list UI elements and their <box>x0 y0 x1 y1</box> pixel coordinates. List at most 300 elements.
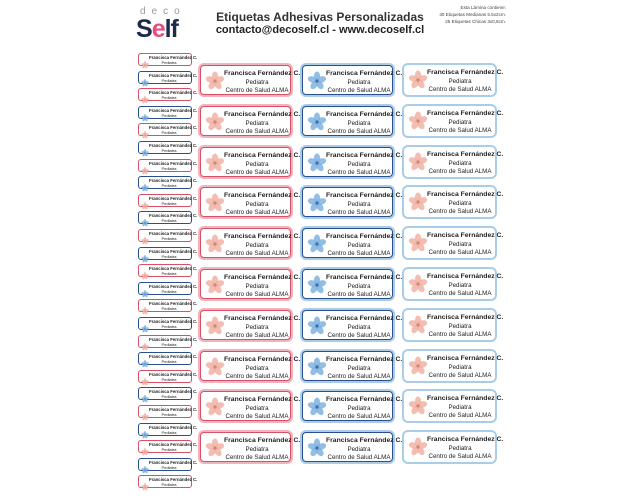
small-label-job: Pediatra <box>161 77 177 83</box>
medium-label-name: Francisca Fernández C. <box>224 396 301 404</box>
small-label-job: Pediatra <box>161 447 177 453</box>
medium-label-body <box>200 310 301 340</box>
medium-label <box>300 185 403 219</box>
flower-icon <box>307 275 327 295</box>
small-label-name: Francisca Fernández C. <box>149 301 198 307</box>
medium-label-body <box>200 228 301 258</box>
small-label <box>138 335 198 348</box>
flower-icon <box>141 149 149 157</box>
medium-label-job: Pediatra <box>245 405 269 413</box>
small-label-name: Francisca Fernández C. <box>149 389 198 395</box>
page-title: Etiquetas Adhesivas Personalizadas <box>216 10 424 24</box>
medium-label-body <box>302 147 403 177</box>
medium-label-body <box>404 147 504 177</box>
flower-icon <box>307 153 327 173</box>
small-label-job: Pediatra <box>161 60 177 65</box>
small-label-job: Pediatra <box>161 288 177 294</box>
medium-label <box>402 185 504 219</box>
small-label <box>138 53 198 66</box>
medium-label-job: Pediatra <box>448 118 472 126</box>
small-label-job: Pediatra <box>161 324 177 329</box>
medium-label-name: Francisca Fernández C. <box>224 355 301 363</box>
flower-icon <box>141 74 149 82</box>
medium-label-place: Centro de Salud ALMA <box>428 167 492 175</box>
flower-icon <box>141 96 149 104</box>
flower-icon <box>408 315 428 335</box>
flower-icon <box>408 233 428 253</box>
flower-icon <box>408 437 428 457</box>
medium-label-name: Francisca Fernández C. <box>326 151 403 159</box>
medium-label-place: Centro de Salud ALMA <box>327 209 391 217</box>
medium-label-body <box>200 65 301 95</box>
small-label-name: Francisca Fernández C. <box>149 354 198 360</box>
medium-label-place: Centro de Salud ALMA <box>428 86 492 93</box>
flower-icon <box>141 426 149 434</box>
medium-label-place: Centro de Salud ALMA <box>225 127 289 135</box>
flower-icon <box>205 438 225 458</box>
flower-icon <box>205 316 225 336</box>
medium-label-place: Centro de Salud ALMA <box>428 371 492 379</box>
flower-icon <box>205 71 225 91</box>
flower-icon <box>408 152 428 172</box>
medium-label-name: Francisca Fernández C. <box>224 151 301 159</box>
small-label <box>138 194 198 207</box>
medium-label-job: Pediatra <box>448 404 472 412</box>
medium-label-place: Centro de Salud ALMA <box>225 454 289 462</box>
flower-icon <box>141 272 149 280</box>
small-label <box>138 211 198 224</box>
small-label-job: Pediatra <box>161 394 177 400</box>
flower-icon <box>307 397 327 417</box>
flower-icon <box>307 112 327 132</box>
small-label-name: Francisca Fernández C. <box>149 319 198 324</box>
sheet-info <box>439 4 506 25</box>
medium-label <box>402 63 504 97</box>
small-label-job: Pediatra <box>161 376 177 382</box>
medium-label <box>300 145 403 179</box>
medium-label-name: Francisca Fernández C. <box>326 192 403 200</box>
flower-icon <box>141 179 149 187</box>
flower-icon <box>141 290 149 298</box>
flower-icon <box>408 192 428 212</box>
medium-label <box>300 63 403 97</box>
medium-label <box>402 308 504 342</box>
small-label-job: Pediatra <box>161 253 177 259</box>
medium-label-body <box>302 432 403 462</box>
flower-icon <box>141 466 149 474</box>
medium-label-body <box>200 432 301 462</box>
medium-label <box>198 145 301 179</box>
medium-label-name: Francisca Fernández C. <box>224 437 301 445</box>
small-label-name: Francisca Fernández C. <box>149 90 198 96</box>
small-label <box>138 352 198 365</box>
small-label <box>138 282 198 295</box>
small-label-job: Pediatra <box>161 271 177 277</box>
flower-icon <box>408 152 428 172</box>
flower-icon <box>205 357 225 377</box>
medium-label-name: Francisca Fernández C. <box>427 354 504 362</box>
medium-label-place: Centro de Salud ALMA <box>225 250 289 258</box>
flower-icon <box>408 356 428 376</box>
small-label-job: Pediatra <box>161 429 177 435</box>
flower-icon <box>141 360 149 368</box>
medium-label-job: Pediatra <box>347 446 371 454</box>
small-label <box>138 141 198 154</box>
small-label-job: Pediatra <box>161 95 177 101</box>
medium-label-job: Pediatra <box>245 242 269 250</box>
flower-icon <box>141 461 149 469</box>
medium-label-body <box>200 391 301 421</box>
medium-label-place: Centro de Salud ALMA <box>327 168 391 176</box>
flower-icon <box>307 234 327 254</box>
medium-label-place: Centro de Salud ALMA <box>327 127 391 135</box>
small-label <box>138 423 198 436</box>
medium-label-name: Francisca Fernández C. <box>224 110 301 118</box>
small-label-job: Pediatra <box>161 218 177 224</box>
medium-label-job: Pediatra <box>347 160 371 168</box>
medium-label-name: Francisca Fernández C. <box>427 232 504 240</box>
small-label-job: Pediatra <box>161 183 177 189</box>
medium-label-name: Francisca Fernández C. <box>427 395 504 403</box>
medium-label-body <box>200 147 301 177</box>
medium-label-place: Centro de Salud ALMA <box>428 126 492 134</box>
medium-label-place: Centro de Salud ALMA <box>428 208 492 216</box>
flower-icon <box>141 307 149 315</box>
medium-label <box>300 267 403 301</box>
medium-label-place: Centro de Salud ALMA <box>428 453 492 461</box>
flower-icon <box>141 378 149 386</box>
flower-icon <box>141 395 149 403</box>
medium-label-body <box>404 65 504 95</box>
small-label <box>138 317 198 330</box>
contact-line: contacto@decoself.cl - www.decoself.cl <box>215 24 425 36</box>
flower-icon <box>141 237 149 245</box>
small-label <box>138 176 198 189</box>
medium-label-job: Pediatra <box>347 283 371 290</box>
flower-icon <box>408 70 428 90</box>
medium-label-name: Francisca Fernández C. <box>326 274 403 281</box>
small-label-name: Francisca Fernández C. <box>149 160 198 166</box>
flower-icon <box>307 438 327 458</box>
medium-label-name: Francisca Fernández C. <box>326 437 403 445</box>
small-label <box>138 71 198 84</box>
medium-label <box>198 104 301 138</box>
flower-icon <box>205 275 225 295</box>
flower-icon <box>141 197 149 205</box>
small-label-job: Pediatra <box>161 359 177 365</box>
medium-label-name: Francisca Fernández C. <box>224 192 301 200</box>
flower-icon <box>141 320 149 328</box>
medium-label <box>198 308 301 342</box>
medium-label-job: Pediatra <box>245 364 269 372</box>
flower-icon <box>205 397 225 417</box>
medium-label-place: Centro de Salud ALMA <box>327 331 391 339</box>
medium-label-job: Pediatra <box>245 201 269 209</box>
flower-icon <box>408 396 428 416</box>
small-label-job: Pediatra <box>161 130 177 136</box>
medium-label-name: Francisca Fernández C. <box>427 313 504 321</box>
medium-label-job: Pediatra <box>245 119 269 127</box>
medium-label-name: Francisca Fernández C. <box>427 69 504 76</box>
medium-label <box>300 349 403 383</box>
flower-icon <box>141 109 149 117</box>
flower-icon <box>408 274 428 294</box>
flower-icon <box>141 126 149 134</box>
medium-label-body <box>404 310 504 340</box>
flower-icon <box>141 184 149 192</box>
flower-icon <box>141 214 149 222</box>
medium-label-job: Pediatra <box>245 323 269 331</box>
medium-label-body <box>302 65 403 95</box>
medium-label-place: Centro de Salud ALMA <box>327 87 391 94</box>
small-label-name: Francisca Fernández C. <box>149 336 198 342</box>
medium-label-name: Francisca Fernández C. <box>224 274 301 281</box>
flower-icon <box>141 443 149 451</box>
medium-label <box>300 430 403 464</box>
medium-label-body <box>302 106 403 136</box>
medium-label <box>300 389 403 423</box>
medium-label <box>402 226 504 260</box>
flower-icon <box>141 232 149 240</box>
medium-label <box>402 389 504 423</box>
medium-label-job: Pediatra <box>347 79 371 86</box>
small-label-job: Pediatra <box>161 236 177 241</box>
medium-label-body <box>302 351 403 381</box>
small-label <box>138 264 198 277</box>
small-label <box>138 299 198 312</box>
small-label-name: Francisca Fernández C. <box>149 442 198 448</box>
small-label-name: Francisca Fernández C. <box>149 55 198 60</box>
flower-icon <box>141 373 149 381</box>
small-label-name: Francisca Fernández C. <box>149 266 198 272</box>
flower-icon <box>141 448 149 456</box>
flower-icon <box>408 192 428 212</box>
small-label-name: Francisca Fernández C. <box>149 283 198 289</box>
small-label-job: Pediatra <box>161 200 177 206</box>
medium-label-name: Francisca Fernández C. <box>326 355 403 363</box>
small-label-name: Francisca Fernández C. <box>149 195 198 201</box>
small-label <box>138 458 198 471</box>
flower-icon <box>141 413 149 421</box>
medium-label-job: Pediatra <box>245 79 269 86</box>
medium-label-name: Francisca Fernández C. <box>427 273 504 280</box>
small-label <box>138 88 198 101</box>
flower-icon <box>205 112 225 132</box>
medium-label-name: Francisca Fernández C. <box>326 233 403 241</box>
small-label <box>138 247 198 260</box>
medium-label <box>198 185 301 219</box>
medium-label-body <box>200 106 301 136</box>
medium-label <box>402 267 504 301</box>
medium-label-job: Pediatra <box>347 364 371 372</box>
small-label-job: Pediatra <box>161 148 177 153</box>
small-label <box>138 387 198 400</box>
medium-label-name: Francisca Fernández C. <box>427 109 504 117</box>
flower-icon <box>141 355 149 363</box>
medium-label-place: Centro de Salud ALMA <box>225 291 289 298</box>
flower-icon <box>205 397 225 417</box>
flower-icon <box>408 315 428 335</box>
flower-icon <box>205 357 225 377</box>
medium-label <box>402 349 504 383</box>
medium-label-name: Francisca Fernández C. <box>427 150 504 158</box>
flower-icon <box>307 71 327 91</box>
small-label-name: Francisca Fernández C. <box>149 424 198 430</box>
medium-label-body <box>404 432 504 462</box>
small-label-job: Pediatra <box>161 165 177 171</box>
medium-label <box>198 267 301 301</box>
flower-icon <box>408 437 428 457</box>
sheet-info-line: 30 Etiquetas Medianas 5.5x2cm. <box>439 12 506 17</box>
small-label-name: Francisca Fernández C. <box>149 477 198 483</box>
small-label-job: Pediatra <box>161 412 177 417</box>
small-label-name: Francisca Fernández C. <box>149 371 198 377</box>
small-label-name: Francisca Fernández C. <box>149 107 198 113</box>
medium-label-place: Centro de Salud ALMA <box>225 209 289 217</box>
flower-icon <box>141 91 149 99</box>
flower-icon <box>141 302 149 310</box>
flower-icon <box>141 56 149 64</box>
logo-deco-text: deco <box>140 6 186 17</box>
small-label-job: Pediatra <box>161 482 177 488</box>
medium-label <box>198 226 301 260</box>
medium-label-job: Pediatra <box>448 282 472 289</box>
small-label-job: Pediatra <box>161 306 177 312</box>
flower-icon <box>141 219 149 227</box>
sheet-info-line: Esta Lámina contiene: <box>460 5 506 10</box>
medium-label-place: Centro de Salud ALMA <box>428 249 492 257</box>
medium-label-place: Centro de Salud ALMA <box>327 454 391 462</box>
flower-icon <box>141 267 149 275</box>
flower-icon <box>408 356 428 376</box>
medium-label-job: Pediatra <box>448 78 472 85</box>
medium-label-place: Centro de Salud ALMA <box>225 331 289 339</box>
flower-icon <box>307 234 327 254</box>
medium-label-place: Centro de Salud ALMA <box>428 330 492 338</box>
small-label-name: Francisca Fernández C. <box>149 143 198 148</box>
medium-label-job: Pediatra <box>448 200 472 208</box>
flower-icon <box>205 193 225 213</box>
medium-label-place: Centro de Salud ALMA <box>327 291 391 298</box>
flower-icon <box>141 144 149 152</box>
medium-label <box>300 308 403 342</box>
flower-icon <box>307 193 327 213</box>
small-label-name: Francisca Fernández C. <box>149 178 198 184</box>
medium-label-job: Pediatra <box>245 283 269 290</box>
small-label <box>138 475 198 488</box>
medium-label-place: Centro de Salud ALMA <box>428 290 492 297</box>
flower-icon <box>141 114 149 122</box>
flower-icon <box>205 316 225 336</box>
flower-icon <box>141 202 149 210</box>
medium-label-place: Centro de Salud ALMA <box>225 372 289 380</box>
medium-label-job: Pediatra <box>347 405 371 413</box>
medium-label-job: Pediatra <box>448 363 472 371</box>
small-label-name: Francisca Fernández C. <box>149 213 198 219</box>
medium-label-job: Pediatra <box>448 241 472 249</box>
medium-label-job: Pediatra <box>347 201 371 209</box>
flower-icon <box>141 79 149 87</box>
flower-icon <box>205 438 225 458</box>
medium-label <box>402 104 504 138</box>
medium-label-name: Francisca Fernández C. <box>427 191 504 199</box>
flower-icon <box>205 71 225 91</box>
small-label-job: Pediatra <box>161 341 177 347</box>
flower-icon <box>307 357 327 377</box>
medium-label-job: Pediatra <box>448 445 472 453</box>
medium-label-name: Francisca Fernández C. <box>224 314 301 322</box>
flower-icon <box>141 478 149 486</box>
medium-label-place: Centro de Salud ALMA <box>225 87 289 94</box>
medium-label-place: Centro de Salud ALMA <box>327 413 391 421</box>
medium-label-job: Pediatra <box>245 446 269 454</box>
medium-label-job: Pediatra <box>347 242 371 250</box>
flower-icon <box>205 112 225 132</box>
medium-label-place: Centro de Salud ALMA <box>225 168 289 176</box>
small-label <box>138 370 198 383</box>
flower-icon <box>141 61 149 69</box>
medium-label-body <box>302 391 403 421</box>
medium-label-body <box>200 269 301 299</box>
medium-label-place: Centro de Salud ALMA <box>428 412 492 420</box>
flower-icon <box>408 111 428 131</box>
flower-icon <box>141 285 149 293</box>
small-label-name: Francisca Fernández C. <box>149 125 198 131</box>
small-label <box>138 123 198 136</box>
medium-label <box>300 226 403 260</box>
small-label-name: Francisca Fernández C. <box>149 248 198 254</box>
medium-label-name: Francisca Fernández C. <box>224 233 301 241</box>
medium-label-job: Pediatra <box>448 159 472 167</box>
flower-icon <box>408 274 428 294</box>
flower-icon <box>141 431 149 439</box>
medium-label-body <box>302 269 403 299</box>
medium-label-name: Francisca Fernández C. <box>326 70 403 77</box>
medium-label-place: Centro de Salud ALMA <box>225 413 289 421</box>
small-label-name: Francisca Fernández C. <box>149 459 198 465</box>
medium-label-place: Centro de Salud ALMA <box>327 250 391 258</box>
flower-icon <box>205 153 225 173</box>
flower-icon <box>141 325 149 333</box>
small-label <box>138 440 198 453</box>
flower-icon <box>307 316 327 336</box>
flower-icon <box>141 162 149 170</box>
medium-label-body <box>404 187 504 217</box>
flower-icon <box>307 397 327 417</box>
small-label-job: Pediatra <box>161 112 177 118</box>
flower-icon <box>141 408 149 416</box>
flower-icon <box>408 396 428 416</box>
medium-label-body <box>200 187 301 217</box>
sheet-info-line: 25 Etiquetas Chicas 3x0,8cm. <box>445 19 506 24</box>
medium-label <box>198 389 301 423</box>
small-label <box>138 229 198 242</box>
flower-icon <box>205 153 225 173</box>
flower-icon <box>205 234 225 254</box>
small-label-name: Francisca Fernández C. <box>149 407 198 412</box>
flower-icon <box>408 70 428 90</box>
small-label <box>138 159 198 172</box>
flower-icon <box>141 131 149 139</box>
logo-self-text: Self <box>136 15 178 43</box>
small-label <box>138 405 198 418</box>
flower-icon <box>141 338 149 346</box>
medium-label-body <box>404 228 504 258</box>
medium-label <box>402 145 504 179</box>
medium-label-job: Pediatra <box>347 323 371 331</box>
flower-icon <box>307 112 327 132</box>
medium-label <box>198 349 301 383</box>
